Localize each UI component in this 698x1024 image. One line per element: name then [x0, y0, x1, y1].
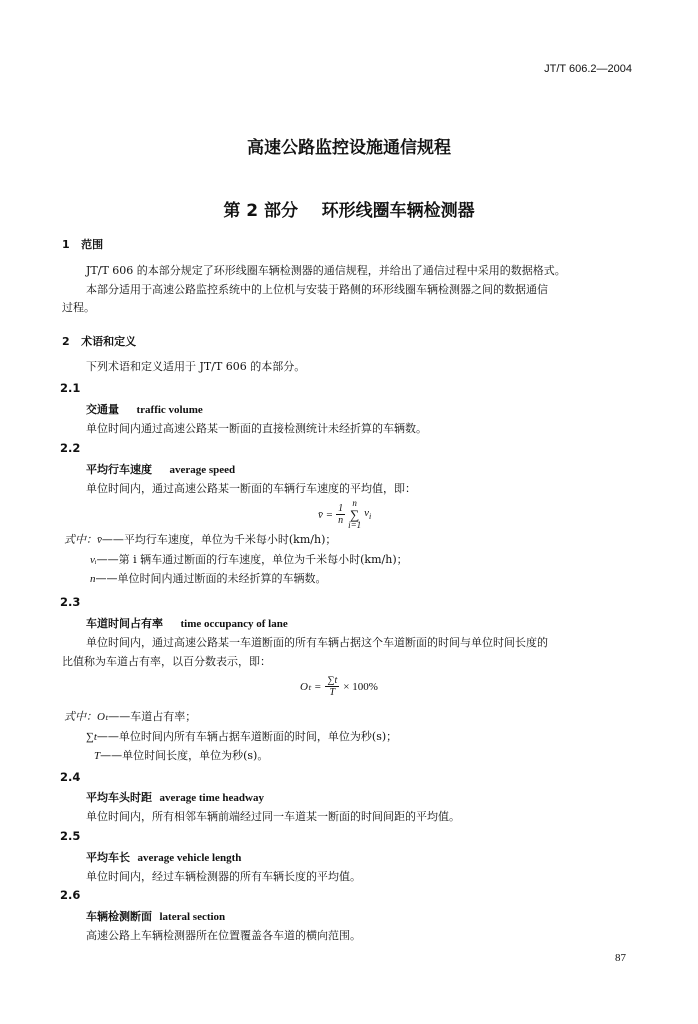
- term-2-2-number: 2.2: [60, 441, 81, 455]
- formula-lhs: Oₜ =: [300, 681, 322, 693]
- term-2-1-en: traffic volume: [136, 404, 203, 416]
- formula-tail: × 100%: [343, 680, 378, 693]
- term-2-6-zh: 车辆检测断面: [86, 910, 152, 923]
- term-2-1-title: [86, 401, 203, 417]
- term-2-5-number: 2.5: [60, 829, 81, 843]
- scope-paragraph-2-cont: 过程。: [62, 301, 95, 314]
- formula-term: $v_i$: [364, 507, 372, 522]
- term-2-4-en: average time headway: [159, 792, 264, 804]
- formula-numerator: ∑t: [327, 675, 338, 686]
- where-2-2-c: n——单位时间内通过断面的未经折算的车辆数。: [90, 572, 327, 585]
- term-2-6-definition: 高速公路上车辆检测器所在位置覆盖各车道的横向范围。: [86, 929, 361, 942]
- term-2-3-en: time occupancy of lane: [180, 618, 288, 630]
- page-number: 87: [615, 952, 626, 964]
- term-2-2-en: average speed: [169, 464, 236, 476]
- term-2-4-title: [86, 789, 264, 805]
- occupancy-formula: [300, 675, 378, 698]
- term-2-1-number: 2.1: [60, 381, 81, 395]
- formula-fraction: [325, 675, 339, 698]
- sum-upper: n: [352, 498, 357, 508]
- terms-intro: 下列术语和定义适用于 JT/T 606 的本部分。: [86, 360, 306, 373]
- term-2-5-definition: 单位时间内，经过车辆检测器的所有车辆长度的平均值。: [86, 870, 361, 883]
- formula-fraction: [336, 503, 345, 526]
- term-2-4-zh: 平均车头时距: [86, 791, 152, 804]
- term-2-5-title: [86, 849, 241, 865]
- term-2-6-number: 2.6: [60, 888, 81, 902]
- term-2-6-title: [86, 908, 225, 924]
- standard-number: JT/T 606.2—2004: [544, 63, 632, 75]
- term-2-1-definition: 单位时间内通过高速公路某一断面的直接检测统计未经折算的车辆数。: [86, 422, 427, 435]
- term-2-2-zh: 平均行车速度: [86, 463, 152, 476]
- section-2-heading: 2 术语和定义: [62, 335, 137, 348]
- term-2-4-definition: 单位时间内，所有相邻车辆前端经过同一车道某一断面的时间间距的平均值。: [86, 810, 460, 823]
- formula-denominator: T: [329, 687, 336, 698]
- term-2-3-zh: 车道时间占有率: [86, 617, 163, 630]
- term-2-3-definition-cont: 比值称为车道占有率，以百分数表示，即：: [62, 655, 271, 668]
- average-speed-formula: [318, 499, 371, 530]
- term-2-5-en: average vehicle length: [137, 852, 242, 864]
- formula-lhs: v̄ =: [318, 508, 334, 521]
- where-2-3-a: 式中：Oₜ——车道占有率；: [64, 710, 197, 723]
- formula-denominator: n: [338, 515, 344, 526]
- where-2-2-a: 式中：v̄——平均行车速度，单位为千米每小时(km/h)；: [64, 533, 337, 546]
- part-title: 第 2 部分 环形线圈车辆检测器: [223, 201, 475, 221]
- scope-paragraph-2: 本部分适用于高速公路监控系统中的上位机与安装于路侧的环形线圈车辆检测器之间的数据通信: [86, 283, 548, 296]
- sum-lower: i=1: [348, 520, 362, 530]
- term-2-6-en: lateral section: [159, 911, 226, 923]
- term-2-3-number: 2.3: [60, 595, 81, 609]
- section-1-heading: 1 范围: [62, 238, 104, 251]
- where-2-2-b: vᵢ——第 i 辆车通过断面的行车速度，单位为千米每小时(km/h)；: [90, 553, 408, 566]
- where-2-3-b: ∑t——单位时间内所有车辆占据车道断面的时间，单位为秒(s)；: [86, 730, 398, 743]
- formula-numerator: 1: [338, 503, 344, 514]
- term-2-1-zh: 交通量: [86, 403, 119, 416]
- term-2-4-number: 2.4: [60, 770, 81, 784]
- sum-sign: ∑: [349, 507, 360, 522]
- term-2-5-zh: 平均车长: [86, 851, 130, 864]
- term-2-3-definition: 单位时间内，通过高速公路某一车道断面的所有车辆占据这个车道断面的时间与单位时间长度的: [86, 636, 548, 649]
- scope-paragraph-1: JT/T 606 的本部分规定了环形线圈车辆检测器的通信规程，并给出了通信过程中采用的数据格式。: [86, 264, 566, 277]
- term-2-3-title: [86, 615, 288, 631]
- document-title: 高速公路监控设施通信规程: [247, 138, 451, 158]
- term-2-2-title: [86, 461, 235, 477]
- formula-sum: [348, 499, 361, 530]
- term-2-2-definition: 单位时间内，通过高速公路某一断面的车辆行车速度的平均值，即：: [86, 482, 416, 495]
- where-2-3-c: T——单位时间长度，单位为秒(s)。: [94, 749, 269, 762]
